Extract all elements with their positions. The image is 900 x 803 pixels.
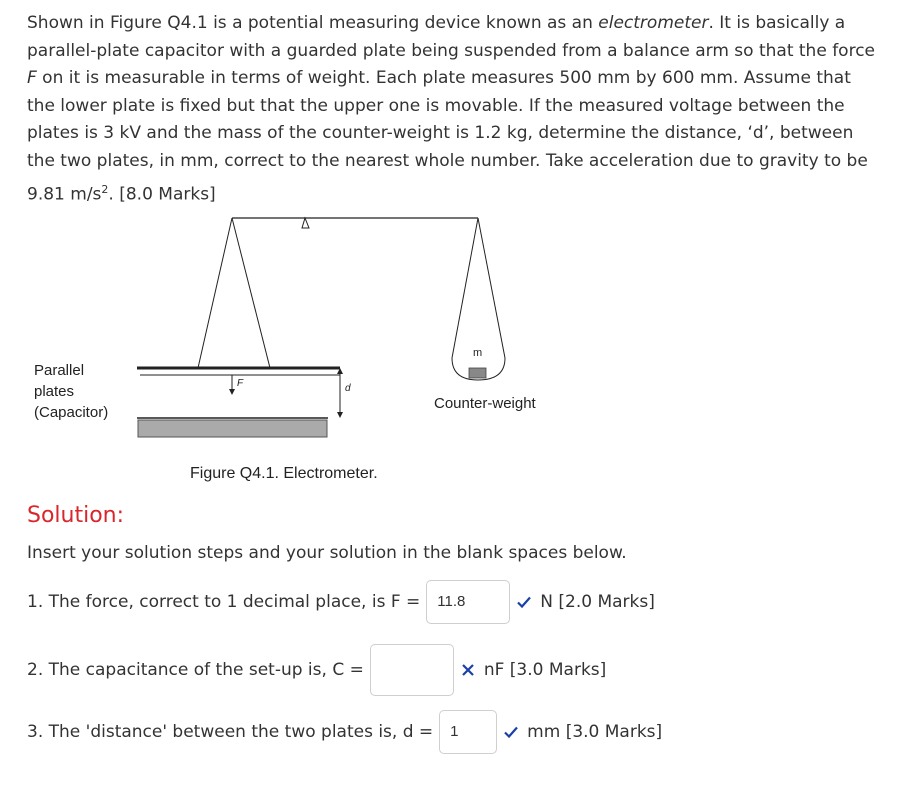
- correct-check-icon: [516, 594, 532, 610]
- question-2: [27, 644, 606, 696]
- question-3-unit: mm [3.0 Marks]: [527, 722, 663, 742]
- problem-text-1: Shown in Figure Q4.1 is a potential measuring device known as an: [27, 13, 599, 33]
- right-string-a: [452, 218, 478, 358]
- question-2-unit: nF [3.0 Marks]: [483, 660, 607, 680]
- left-string-b: [232, 218, 270, 368]
- distance-answer-input[interactable]: 1: [439, 710, 497, 754]
- incorrect-cross-icon: [460, 662, 476, 678]
- counterweight-block: [469, 368, 486, 378]
- question-2-prompt: 2. The capacitance of the set-up is, C =: [27, 660, 364, 680]
- right-string-b: [478, 218, 505, 358]
- label-mass: m: [473, 347, 483, 359]
- label-force: F: [237, 378, 244, 389]
- electrometer-diagram: [20, 208, 580, 498]
- electrometer-figure: [20, 208, 580, 498]
- problem-statement: [27, 10, 877, 209]
- force-arrowhead: [229, 389, 235, 395]
- question-3: [27, 710, 662, 754]
- problem-text-3: on it is measurable in terms of weight. Each plate measures 500 mm by 600 mm. Assume that the lower plate is fixed but that the upper one is movable. If the measured voltage between the plates is 3 kV and the mass of the counter-weight is 1.2 kg, determine the distance, ‘d’, between the two plates, in mm, correct to the nearest whole number. Take acceleration due to gravity to be 9.81 m/s: [27, 68, 868, 205]
- problem-text-4: . [8.0 Marks]: [108, 184, 216, 205]
- capacitance-answer-input[interactable]: [370, 644, 454, 696]
- lower-plate-block: [138, 420, 327, 437]
- problem-text-2: . It is basically a parallel-plate capacitor with a guarded plate being suspended from a balance arm so that the force: [27, 13, 875, 61]
- superscript: 2: [101, 182, 109, 196]
- pivot: [302, 218, 309, 228]
- solution-heading: Solution:: [27, 503, 125, 528]
- force-answer-input[interactable]: 11.8: [426, 580, 510, 624]
- question-1-prompt: 1. The force, correct to 1 decimal place, is F =: [27, 592, 421, 612]
- force-symbol: F: [27, 68, 37, 89]
- figure-caption: Figure Q4.1. Electrometer.: [190, 465, 378, 482]
- instructions: Insert your solution steps and your solution in the blank spaces below.: [27, 543, 627, 563]
- label-capacitor: (Capacitor): [34, 404, 109, 421]
- label-counterweight: Counter-weight: [434, 395, 536, 412]
- correct-check-icon: [503, 724, 519, 740]
- label-parallel: Parallel: [34, 362, 85, 379]
- question-1: [27, 580, 655, 624]
- label-plates: plates: [34, 383, 75, 400]
- question-1-unit: N [2.0 Marks]: [540, 592, 655, 612]
- question-3-prompt: 3. The 'distance' between the two plates is, d =: [27, 722, 434, 742]
- left-string-a: [198, 218, 232, 368]
- label-distance: d: [345, 383, 351, 394]
- distance-arrowhead-bottom: [337, 412, 343, 418]
- device-name: electrometer: [598, 13, 709, 33]
